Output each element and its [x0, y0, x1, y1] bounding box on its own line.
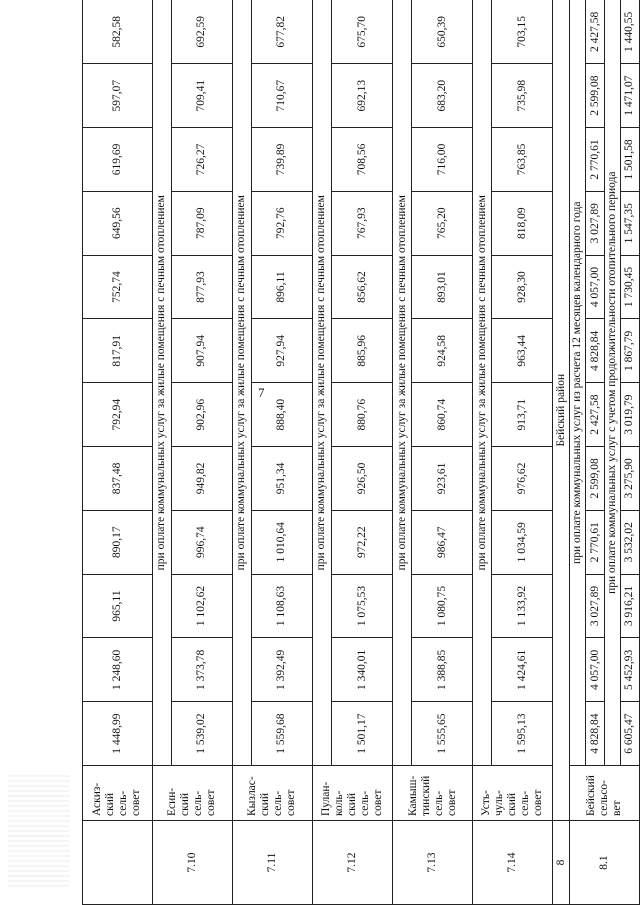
- value-cell: 902,96: [171, 383, 232, 447]
- value-cell: 986,47: [412, 510, 473, 574]
- value-cell: 1 108,63: [251, 574, 312, 638]
- value-cell: 792,76: [251, 191, 312, 255]
- value-cell: 1 392,49: [251, 638, 312, 702]
- value-cell: 856,62: [331, 255, 392, 319]
- municipality-name: Есин- ский сель- совет: [152, 766, 232, 821]
- row-number-cell: 7.10: [152, 821, 232, 905]
- municipality-name: Усть- чуль- ский сель- совет: [473, 766, 553, 821]
- value-cell: 692,59: [171, 0, 232, 64]
- value-cell: 2 427,58: [586, 383, 605, 447]
- value-cell: 2 599,08: [586, 64, 605, 128]
- municipality-name: Бейский сельсо- вет: [570, 766, 640, 821]
- row-number-cell: 8.1: [570, 821, 640, 905]
- page-number: 7: [258, 385, 265, 400]
- value-cell: 767,93: [331, 191, 392, 255]
- value-cell: 692,13: [331, 64, 392, 128]
- value-cell: 1 595,13: [492, 702, 553, 766]
- value-cell: 675,70: [331, 0, 392, 64]
- value-cell: 716,00: [412, 128, 473, 192]
- value-cell: 597,07: [83, 64, 153, 128]
- value-cell: 763,85: [492, 128, 553, 192]
- value-cell: 1 555,65: [412, 702, 473, 766]
- caption-row: [312, 0, 331, 905]
- value-cell: 1 448,99: [83, 702, 153, 766]
- value-cell: 677,82: [251, 0, 312, 64]
- section-caption: при оплате коммунальных услуг из расчета 12 месяцев календарного года: [570, 0, 586, 766]
- value-cell: 951,34: [251, 447, 312, 511]
- value-cell: 1 559,68: [251, 702, 312, 766]
- caption-row: [232, 0, 251, 905]
- row-number-cell: 7.14: [473, 821, 553, 905]
- value-cell: 1 010,64: [251, 510, 312, 574]
- tariff-table: [82, 0, 640, 905]
- value-cell: 3 027,89: [586, 574, 605, 638]
- value-cell: 3 019,79: [620, 383, 639, 447]
- value-cell: 2 770,61: [586, 510, 605, 574]
- section-caption: при оплате коммунальных услуг за жилые помещения с печным отоплением: [152, 0, 171, 766]
- row-number-cell: 8: [553, 821, 570, 905]
- caption-row: [393, 0, 412, 905]
- section-caption: при оплате коммунальных услуг за жилые помещения с печным отоплением: [232, 0, 251, 766]
- value-cell: 4 057,00: [586, 255, 605, 319]
- value-cell: 926,50: [331, 447, 392, 511]
- value-cell: 1 102,62: [171, 574, 232, 638]
- municipality-name: Камыш- тинский сель- совет: [393, 766, 473, 821]
- value-cell: 765,20: [412, 191, 473, 255]
- value-cell: 1 539,02: [171, 702, 232, 766]
- value-cell: 913,71: [492, 383, 553, 447]
- value-cell: 877,93: [171, 255, 232, 319]
- value-cell: 726,27: [171, 128, 232, 192]
- value-cell: 3 027,89: [586, 191, 605, 255]
- value-cell: 787,09: [171, 191, 232, 255]
- value-cell: 5 452,93: [620, 638, 639, 702]
- value-cell: 1 547,35: [620, 191, 639, 255]
- value-cell: 817,91: [83, 319, 153, 383]
- municipality-name: Кызлас- ский сель- совет: [232, 766, 312, 821]
- value-cell: 752,74: [83, 255, 153, 319]
- value-cell: 923,61: [412, 447, 473, 511]
- value-cell: 1 471,07: [620, 64, 639, 128]
- value-cell: 649,56: [83, 191, 153, 255]
- section-header-row: [553, 0, 570, 905]
- value-cell: 4 828,84: [586, 702, 605, 766]
- landscape-table-container: [82, 0, 640, 905]
- value-cell: 928,30: [492, 255, 553, 319]
- value-cell: 582,58: [83, 0, 153, 64]
- value-cell: 683,20: [412, 64, 473, 128]
- value-cell: 965,11: [83, 574, 153, 638]
- value-cell: 893,01: [412, 255, 473, 319]
- row-number-cell: 7.13: [393, 821, 473, 905]
- value-cell: 1 867,79: [620, 319, 639, 383]
- value-cell: 907,94: [171, 319, 232, 383]
- caption-row: [152, 0, 171, 905]
- caption-row: [570, 0, 586, 905]
- value-cell: 890,17: [83, 510, 153, 574]
- value-cell: 1 388,85: [412, 638, 473, 702]
- value-cell: 1 340,01: [331, 638, 392, 702]
- scan-noise: [8, 775, 70, 887]
- value-cell: 2 599,08: [586, 447, 605, 511]
- value-cell: 927,94: [251, 319, 312, 383]
- value-cell: 1 034,59: [492, 510, 553, 574]
- value-cell: 996,74: [171, 510, 232, 574]
- value-cell: 792,94: [83, 383, 153, 447]
- value-cell: 1 075,53: [331, 574, 392, 638]
- row-number-cell: 7.12: [312, 821, 392, 905]
- value-cell: 860,74: [412, 383, 473, 447]
- section-caption: при оплате коммунальных услуг за жилые помещения с печным отоплением: [393, 0, 412, 766]
- value-cell: 4 828,84: [586, 319, 605, 383]
- value-cell: 3 532,02: [620, 510, 639, 574]
- district-title: Бейский район: [553, 0, 570, 821]
- value-cell: 1 730,45: [620, 255, 639, 319]
- value-cell: 703,15: [492, 0, 553, 64]
- value-cell: 837,48: [83, 447, 153, 511]
- value-cell: 739,89: [251, 128, 312, 192]
- municipality-name: Аскиз- ский сель- совет: [83, 766, 153, 821]
- value-cell: 6 605,47: [620, 702, 639, 766]
- value-cell: 735,98: [492, 64, 553, 128]
- value-cell: 2 427,58: [586, 0, 605, 64]
- municipality-name: Пулан- коль- ский сель- совет: [312, 766, 392, 821]
- value-cell: 4 057,00: [586, 638, 605, 702]
- value-cell: 885,96: [331, 319, 392, 383]
- table-row: [83, 0, 153, 905]
- value-cell: 1 133,92: [492, 574, 553, 638]
- value-cell: 963,44: [492, 319, 553, 383]
- value-cell: 708,56: [331, 128, 392, 192]
- section-caption: при оплате коммунальных услуг с учетом продолжительности отопительного периода: [605, 0, 621, 766]
- value-cell: 888,40: [251, 383, 312, 447]
- section-caption: при оплате коммунальных услуг за жилые помещения с печным отоплением: [473, 0, 492, 766]
- value-cell: 972,22: [331, 510, 392, 574]
- caption-row: [473, 0, 492, 905]
- value-cell: 710,67: [251, 64, 312, 128]
- value-cell: 896,11: [251, 255, 312, 319]
- value-cell: 3 916,21: [620, 574, 639, 638]
- value-cell: 619,69: [83, 128, 153, 192]
- value-cell: 1 501,17: [331, 702, 392, 766]
- value-cell: 3 275,90: [620, 447, 639, 511]
- rotated-table-area: [82, 0, 640, 905]
- value-cell: 2 770,61: [586, 128, 605, 192]
- value-cell: 1 080,75: [412, 574, 473, 638]
- value-cell: 880,76: [331, 383, 392, 447]
- value-cell: 949,82: [171, 447, 232, 511]
- value-cell: 1 248,60: [83, 638, 153, 702]
- value-cell: 650,39: [412, 0, 473, 64]
- value-cell: 1 501,58: [620, 128, 639, 192]
- value-cell: 924,58: [412, 319, 473, 383]
- section-caption: при оплате коммунальных услуг за жилые помещения с печным отоплением: [312, 0, 331, 766]
- value-cell: 1 424,61: [492, 638, 553, 702]
- value-cell: 1 373,78: [171, 638, 232, 702]
- value-cell: 976,62: [492, 447, 553, 511]
- value-cell: 1 440,55: [620, 0, 639, 64]
- row-number-cell: 7.11: [232, 821, 312, 905]
- value-cell: 709,41: [171, 64, 232, 128]
- value-cell: 818,09: [492, 191, 553, 255]
- row-number-cell: [83, 821, 153, 905]
